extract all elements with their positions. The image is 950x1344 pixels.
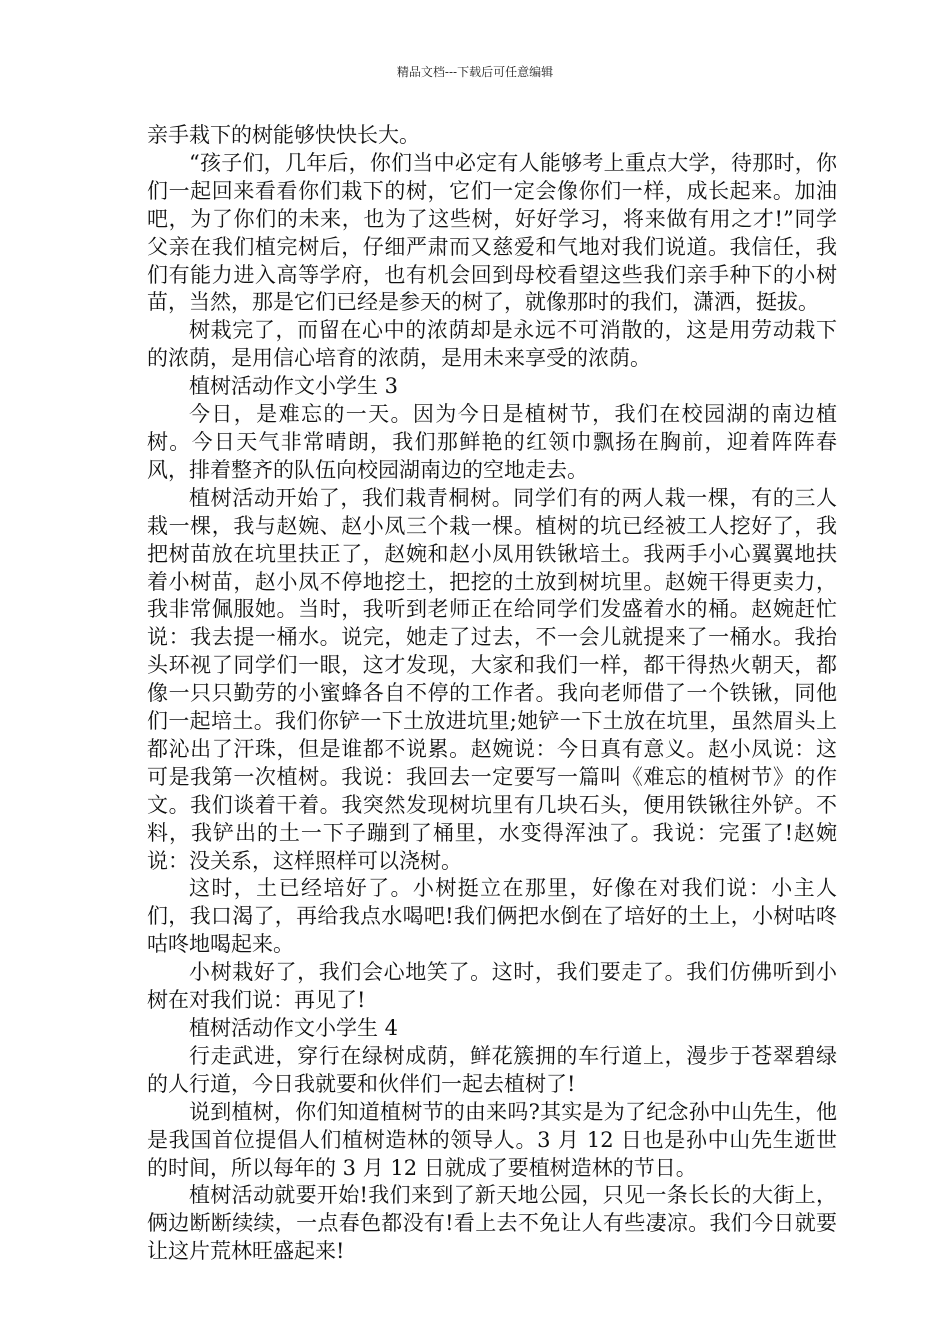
- section-heading-4: 植树活动作文小学生 4: [189, 1016, 399, 1040]
- paragraph-farewell: 小树栽好了，我们会心地笑了。这时，我们要走了。我们仿佛听到小树在对我们说：再见了!: [147, 960, 837, 1013]
- paragraph-arbor-day: 今日，是难忘的一天。因为今日是植树节，我们在校园湖的南边植树。今日天气非常晴朗，我们那鲜艳的红领巾飘扬在胸前，迎着阵阵春风，排着整齐的队伍向校园湖南边的空地走去。: [147, 402, 837, 482]
- document-body: [147, 122, 837, 1266]
- page-header: 精品文档---下载后可任意编辑: [396, 65, 554, 79]
- paragraph-shade: 树栽完了，而留在心中的浓荫却是永远不可消散的，这是用劳动栽下的浓荫，是用信心培育的浓荫，是用未来享受的浓荫。: [147, 318, 837, 371]
- section-heading-3: 植树活动作文小学生 3: [189, 374, 399, 399]
- paragraph-continuation: 亲手栽下的树能够快快长大。: [147, 123, 420, 147]
- paragraph-park: 植树活动就要开始!我们来到了新天地公园，只见一条长长的大街上，俩边断断续续，一点春色都没有!看上去不免让人有些凄凉。我们今日就要让这片荒林旺盛起来!: [147, 1183, 837, 1264]
- paragraph-origin: 说到植树，你们知道植树节的由来吗?其实是为了纪念孙中山先生，他是我国首位提倡人们植树造林的领导人。3 月 12 日也是孙中山先生逝世的时间，所以每年的 3 月 12 日就成了要植树造林的节日。: [147, 1099, 837, 1180]
- paragraph-little-tree: 这时，土已经培好了。小树挺立在那里，好像在对我们说：小主人们，我口渴了，再给我点水喝吧!我们俩把水倒在了培好的土上，小树咕咚咕咚地喝起来。: [147, 876, 837, 957]
- paragraph-wujin: 行走武进，穿行在绿树成荫，鲜花簇拥的车行道上，漫步于苍翠碧绿的人行道，今日我就要和伙伴们一起去植树了!: [147, 1043, 837, 1096]
- paragraph-planting: 植树活动开始了，我们栽青桐树。同学们有的两人栽一棵，有的三人栽一棵，我与赵婉、赵小凤三个栽一棵。植树的坑已经被工人挖好了，我把树苗放在坑里扶正了，赵婉和赵小凤用铁锹培土。我两手小心翼翼地扶着小树苗，赵小凤不停地挖土，把挖的土放到树坑里。赵婉干得更卖力，我非常佩服她。当时，我听到老师正在给同学们发盛着水的桶。赵婉赶忙说：我去提一桶水。说完，她走了过去，不一会儿就提来了一桶水。我抬头环视了同学们一眼，这才发现，大家和我们一样，都干得热火朝天，都像一只只勤劳的小蜜蜂各自不停的工作者。我向老师借了一个铁锹，同他们一起培土。我们你铲一下土放进坑里;她铲一下土放在坑里，虽然眉头上都沁出了汗珠，但是谁都不说累。赵婉说：今日真有意义。赵小凤说：这可是我第一次植树。我说：我回去一定要写一篇叫《难忘的植树节》的作文。我们谈着干着。我突然发现树坑里有几块石头，便用铁锹往外铲。不料，我铲出的土一下子蹦到了桶里，水变得浑浊了。我说：完蛋了!赵婉说：没关系，这样照样可以浇树。: [147, 485, 837, 873]
- paragraph-father-speech: “孩子们，几年后，你们当中必定有人能够考上重点大学，待那时，你们一起回来看看你们栽下的树，它们一定会像你们一样，成长起来。加油吧，为了你们的未来，也为了这些树，好好学习，将来做有用之才!”同学父亲在我们植完树后，仔细严肃而又慈爱和气地对我们说道。我信任，我们有能力进入高等学府，也有机会回到母校看望这些我们亲手种下的小树苗，当然，那是它们已经是参天的树了，就像那时的我们，潇洒，挺拔。: [147, 150, 837, 315]
